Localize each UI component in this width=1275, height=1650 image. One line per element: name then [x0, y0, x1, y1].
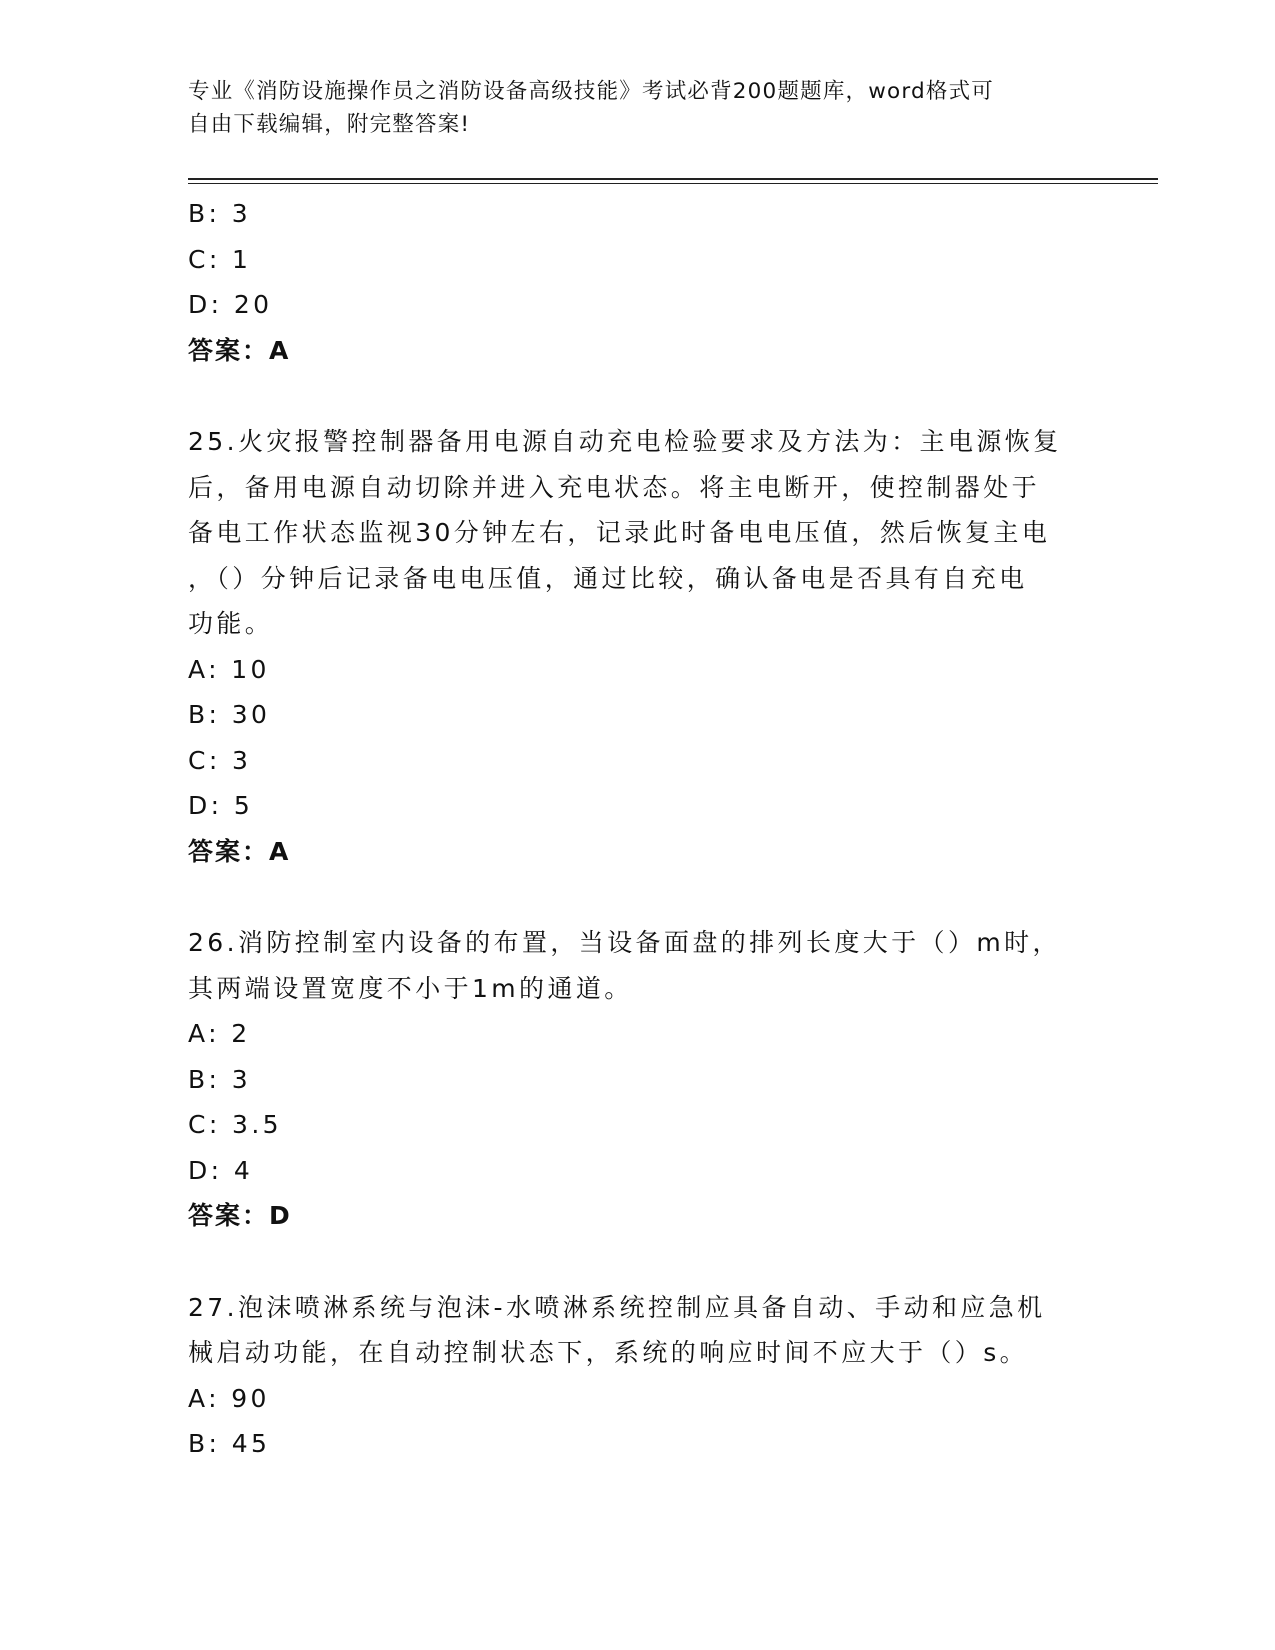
option-b: B: 3: [188, 1064, 252, 1094]
header-divider-thin: [188, 183, 1158, 184]
answer-line: 答案：A: [188, 335, 291, 365]
option-a: A: 2: [188, 1019, 251, 1048]
prev-question-block: [188, 191, 1088, 373]
question-text-line: 备电工作状态监视30分钟左右，记录此时备电电压值，然后恢复主电: [188, 518, 1051, 547]
header-line-1: 专业《消防设施操作员之消防设备高级技能》考试必背200题题库，word格式可: [188, 79, 994, 104]
option-b: B: 30: [188, 700, 271, 729]
question-content: [188, 191, 1088, 1467]
question-text-line: 其两端设置宽度不小于1m的通道。: [188, 973, 633, 1003]
question-text-line: 26.消防控制室内设备的布置，当设备面盘的排列长度大于（）m时，: [188, 928, 1061, 957]
header-line-2: 自由下载编辑，附完整答案!: [188, 112, 471, 137]
option-d: D: 4: [188, 1155, 254, 1185]
option-c: C: 3: [188, 745, 252, 775]
answer-line: 答案：A: [188, 836, 291, 866]
question-text-line: 后，备用电源自动切除并进入充电状态。将主电断开，使控制器处于: [188, 472, 1041, 502]
question-text-line: ，（）分钟后记录备电电压值，通过比较，确认备电是否具有自充电: [188, 563, 1028, 593]
question-25: [188, 419, 1088, 874]
header-divider-thick: [188, 178, 1158, 180]
question-text-line: 功能。: [188, 609, 274, 638]
question-text-line: 27.泡沫喷淋系统与泡沫-水喷淋系统控制应具备自动、手动和应急机: [188, 1292, 1046, 1322]
option-c: C: 3.5: [188, 1110, 282, 1139]
answer-line: 答案：D: [188, 1201, 292, 1230]
option-a: A: 90: [188, 1383, 270, 1413]
spacer: [188, 373, 1088, 419]
spacer: [188, 874, 1088, 920]
spacer: [188, 1239, 1088, 1285]
document-header: [188, 75, 1068, 141]
option-d: D: 5: [188, 791, 254, 820]
option-a: A: 10: [188, 654, 270, 684]
question-27: [188, 1285, 1088, 1467]
question-26: [188, 920, 1088, 1239]
question-text-line: 25.火灾报警控制器备用电源自动充电检验要求及方法为：主电源恢复: [188, 427, 1062, 456]
option-c: C: 1: [188, 244, 252, 274]
option-d: D: 20: [188, 290, 273, 319]
option-b: B: 3: [188, 199, 252, 228]
option-b: B: 45: [188, 1429, 271, 1458]
question-text-line: 械启动功能，在自动控制状态下，系统的响应时间不应大于（）s。: [188, 1338, 1029, 1367]
